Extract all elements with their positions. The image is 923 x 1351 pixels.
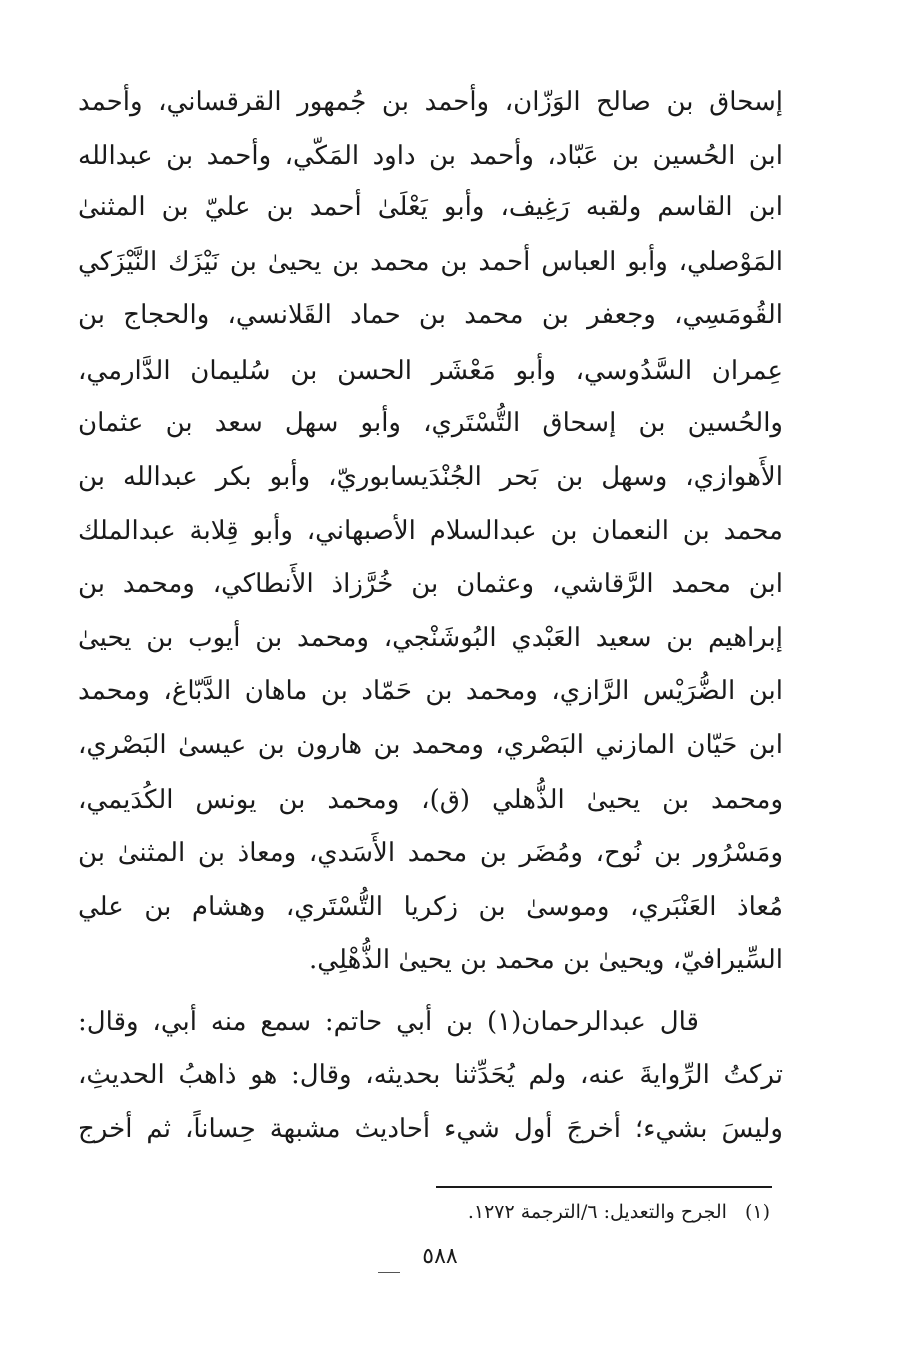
text-line: الأَهوازي، وسهل بن بَحر الجُنْدَيسابوريّ، وأبو بكر عبدالله بن <box>78 462 783 492</box>
text-line: المَوْصلي، وأبو العباس أحمد بن محمد بن يحيىٰ بن نَيْزَك النَّيْزَكي <box>78 247 783 277</box>
footnote-text: الجرح والتعديل: ٦/الترجمة ١٢٧٢. <box>467 1201 727 1223</box>
footnote <box>468 1196 770 1228</box>
footnote-separator <box>436 1186 772 1188</box>
text-line: مُعاذ العَنْبَري، وموسىٰ بن زكريا التُّسْتَري، وهشام بن علي <box>78 892 783 922</box>
paragraph-first-line: قال عبدالرحمان(١) بن أبي حاتم: سمع منه أبي، وقال: <box>78 1007 699 1037</box>
text-line: ومحمد بن يحيىٰ الذُّهلي (ق)، ومحمد بن يونس الكُدَيمي، <box>78 785 783 815</box>
footnote-number: (١) <box>744 1201 770 1223</box>
text-line: تركتُ الرِّوايةَ عنه، ولم يُحَدِّثنا بحديثه، وقال: هو ذاهبُ الحديثِ، <box>78 1060 783 1090</box>
text-line: ومَسْرُور بن نُوح، ومُضَر بن محمد الأَسَدي، ومعاذ بن المثنىٰ بن <box>78 838 783 868</box>
page-number-mark <box>378 1272 400 1273</box>
text-line: إسحاق بن صالح الوَزّان، وأحمد بن جُمهور القرقساني، وأحمد <box>78 87 783 117</box>
text-line: محمد بن النعمان بن عبدالسلام الأصبهاني، وأبو قِلابة عبدالملك <box>78 516 783 546</box>
text-line: ابن محمد الرَّقاشي، وعثمان بن خُرَّزاذ الأَنطاكي، ومحمد بن <box>78 569 783 599</box>
text-line: ابن حَيّان المازني البَصْري، ومحمد بن هارون بن عيسىٰ البَصْري، <box>78 730 783 760</box>
text-line: وليسَ بشيء؛ أخرجَ أول شيء أحاديث مشبهة حِساناً، ثم أخرج <box>78 1114 783 1144</box>
text-line: القُومَسِي، وجعفر بن محمد بن حماد القَلانسي، والحجاج بن <box>78 300 783 330</box>
page-number: ٥٨٨ <box>422 1244 458 1269</box>
text-line: عِمران السَّدُوسي، وأبو مَعْشَر الحسن بن سُليمان الدَّارمي، <box>78 356 783 386</box>
text-line: ابن القاسم ولقبه رَغِيف، وأبو يَعْلَىٰ أحمد بن عليّ بن المثنىٰ <box>78 192 783 222</box>
text-line: السِّيرافيّ، ويحيىٰ بن محمد بن يحيىٰ الذُّهْلِي. <box>309 945 783 975</box>
text-line: والحُسين بن إسحاق التُّسْتَري، وأبو سهل سعد بن عثمان <box>78 408 783 438</box>
text-line: إبراهيم بن سعيد العَبْدي البُوشَنْجي، ومحمد بن أيوب بن يحيىٰ <box>78 623 783 653</box>
text-line: ابن الحُسين بن عَبّاد، وأحمد بن داود المَكّي، وأحمد بن عبدالله <box>78 141 783 171</box>
text-line: ابن الضُّرَيْس الرَّازي، ومحمد بن حَمّاد بن ماهان الدَّبّاغ، ومحمد <box>78 676 783 706</box>
